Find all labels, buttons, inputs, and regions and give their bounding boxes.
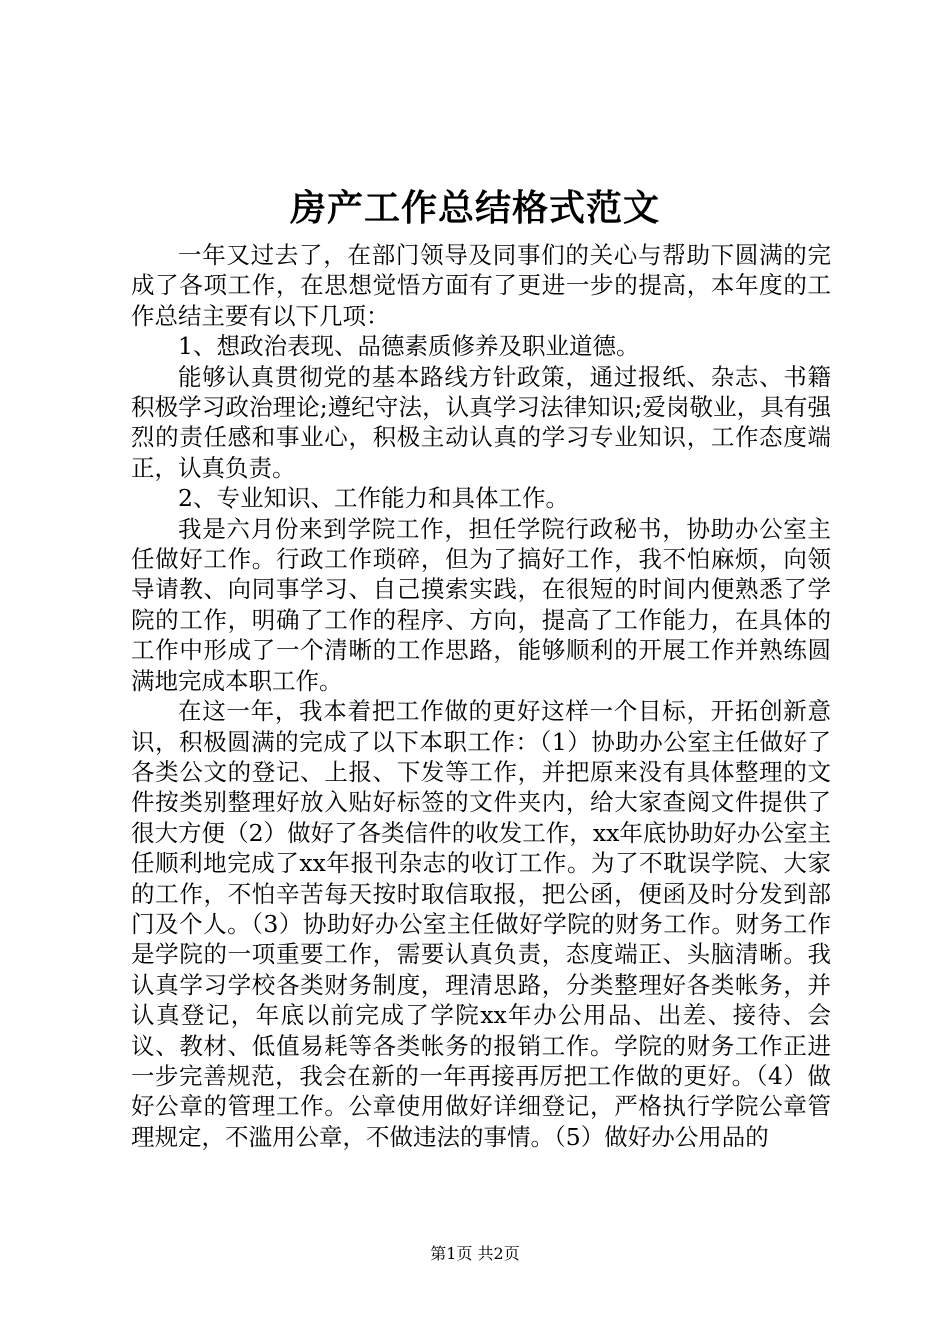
paragraph-duties: 在这一年，我本着把工作做的更好这样一个目标，开拓创新意识，积极圆满的完成了以下本职工作：（1）协助办公室主任做好了各类公文的登记、上报、下发等工作，并把原来没有具体整理的文件按类别整理好放入贴好标签的文件夹内，给大家查阅文件提供了很大方便（2）做好了各类信件的收发工作，xx年底协助好办公室主任顺利地完成了xx年报刊杂志的收订工作。为了不耽误学院、大家的工作，不怕辛苦每天按时取信取报，把公函，便函及时分发到部门及个人。（3）协助好办公室主任做好学院的财务工作。财务工作是学院的一项重要工作，需要认真负责，态度端正、头脑清晰。我认真学习学校各类财务制度，理清思路，分类整理好各类帐务，并认真登记，年底以前完成了学院xx年办公用品、出差、接待、会议、教材、低值易耗等各类帐务的报销工作。学院的财务工作正进一步完善规范，我会在新的一年再接再厉把工作做的更好。（4）做好公章的管理工作。公章使用做好详细登记，严格执行学院公章管理规定，不滥用公章，不做违法的事情。（5）做好办公用品的 xyxy=(131,697,831,1151)
page-footer: 第1页 共2页 xyxy=(430,1244,520,1263)
document-title: 房产工作总结格式范文 xyxy=(289,187,660,229)
paragraph-intro: 一年又过去了，在部门领导及同事们的关心与帮助下圆满的完成了各项工作，在思想觉悟方面有了更进一步的提高，本年度的工作总结主要有以下几项： xyxy=(131,241,831,330)
paragraph-work-start: 我是六月份来到学院工作，担任学院行政秘书，协助办公室主任做好工作。行政工作琐碎，但为了搞好工作，我不怕麻烦，向领导请教、向同事学习、自己摸索实践，在很短的时间内便熟悉了学院的工作，明确了工作的程序、方向，提高了工作能力，在具体的工作中形成了一个清晰的工作思路，能够顺利的开展工作并熟练圆满地完成本职工作。 xyxy=(131,514,831,695)
paragraph-politics: 能够认真贯彻党的基本路线方针政策，通过报纸、杂志、书籍积极学习政治理论;遵纪守法，认真学习法律知识;爱岗敬业，具有强烈的责任感和事业心，积极主动认真的学习专业知识，工作态度端正，认真负责。 xyxy=(131,362,831,482)
section-heading-2: 2、专业知识、工作能力和具体工作。 xyxy=(178,484,569,513)
section-heading-1: 1、想政治表现、品德素质修养及职业道德。 xyxy=(178,332,640,361)
document-body xyxy=(131,240,831,1152)
